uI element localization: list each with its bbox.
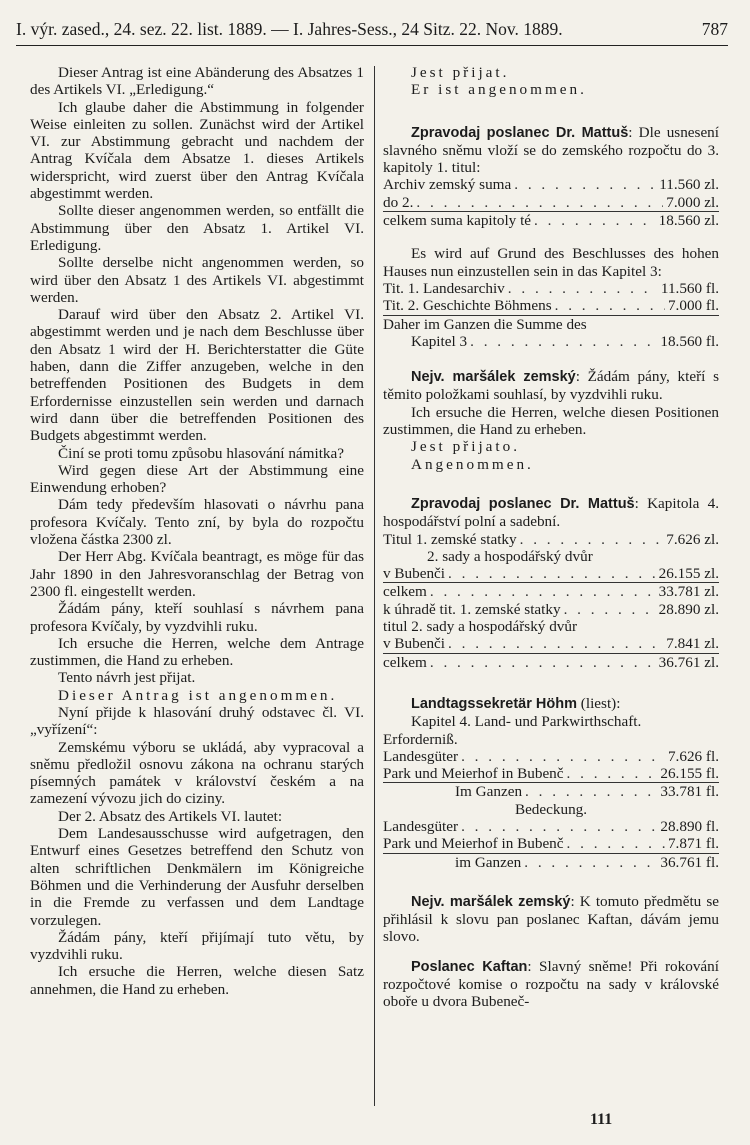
budget-line (383, 212, 719, 229)
leader-dots (524, 854, 657, 871)
paragraph: Žádám pány, kteří souhlasí s návrhem pana profesora Kvíčaly, by vyzdvihli ruku. (30, 600, 364, 635)
budget-value: 36.761 zl. (658, 653, 719, 671)
spacer (383, 946, 719, 958)
speaker-name: Poslanec Kaftan (411, 958, 528, 975)
budget-value: 26.155 zl. (658, 565, 719, 583)
paragraph: Ich ersuche die Herren, welche diesen Satz annehmen, die Hand zu erheben. (30, 963, 364, 998)
leader-dots (564, 601, 656, 618)
speaker-name: Landtagssekretär Höhm (411, 695, 577, 712)
budget-value: 36.761 fl. (660, 853, 719, 871)
budget-value: 7.871 fl. (667, 835, 719, 853)
paragraph: Dieser Antrag ist angenommen. (58, 686, 338, 704)
budget-label: v Bubenči (383, 635, 446, 653)
budget-line (383, 854, 719, 871)
budget-value: 33.781 zl. (658, 583, 719, 601)
paragraph: Dem Landesausschusse wird aufgetragen, den Entwurf eines Gesetzes betreffend den Schutz von alten schriftlichen Denkmälern im Königreiche Böhmen und die Verhinderung der Ausfuhr derselben in die Fremde zu verfassen und dem Landtage vorzulegen. (30, 825, 364, 929)
budget-label: k úhradě tit. 1. zemské statky (383, 600, 561, 618)
leader-dots (534, 212, 656, 229)
budget-label: Titul 1. zemské statky (383, 530, 517, 548)
leader-dots (567, 765, 658, 782)
budget-label: titul 2. sady a hospodářský dvůr (383, 618, 578, 636)
budget-line (383, 280, 719, 297)
paragraph: Žádám pány, kteří přijímají tuto větu, by vyzdvihli ruku. (30, 928, 364, 964)
speech-text: : Slavný sněme! Při rokování rozpočtové komise o rozpočtu na sady v královské oboře u dvora Bubeneč- (383, 957, 719, 1011)
spacer (383, 473, 719, 495)
paragraph: Ich glaube daher die Abstimmung in folgender Weise einleiten zu sollen. Zunächst wird der Artikel VI. zur Abstimmung gebracht und nachdem der Antrag Kvíčala dem Absatze 1. dieses Artikels widerspricht, wird zuerst über den Antrag Kvíčala abgestimmt werden. (30, 98, 364, 203)
budget-value: 11.560 fl. (660, 279, 719, 297)
leader-dots (520, 531, 664, 548)
budget-label: v Bubenči (383, 565, 446, 583)
budget-label: Archiv zemský suma (383, 176, 512, 194)
budget-label: Kapitel 3 (411, 332, 468, 350)
accepted-note: Jest přijat. (411, 64, 510, 81)
budget-label: do 2. (383, 193, 414, 211)
paragraph: Darauf wird über den Absatz 2. Artikel VI. abgestimmt werden und je nach dem Beschlusse über den Absatz 1 wird der H. Berichterstatter die Güte haben, dann die Ziffer anzugeben, welche in den betreffenden Positionen des Budgets in dem Erfordernisse einzustellen sein werden und darnach wird dann über die betreffenden Positionen des Budgets abgestimmt werden. (30, 306, 364, 445)
spacer (383, 350, 719, 368)
spacer (383, 229, 719, 245)
paragraph (383, 695, 719, 713)
accepted-note: Er ist angenommen. (411, 81, 587, 99)
leader-dots (508, 280, 658, 297)
chapter-title: Kapitel 4. Land- und Parkwirthschaft. (411, 713, 642, 731)
budget-value: 18.560 zl. (658, 212, 719, 230)
budget-value: 26.155 fl. (660, 765, 719, 783)
budget-value: 11.560 zl. (659, 176, 719, 194)
header-rule (16, 45, 728, 46)
right-column (383, 64, 719, 1011)
paragraph: Sollte dieser angenommen werden, so entfällt die Abstimmung über den Absatz 1. Artikel VI. Erledigung. (30, 202, 364, 254)
budget-line (383, 583, 719, 600)
page-number: 787 (701, 19, 728, 39)
budget-line (383, 835, 719, 853)
paragraph (383, 958, 719, 1011)
accepted-note: Jest přijato. (411, 438, 521, 456)
paragraph: Sollte derselbe nicht angenommen werden, so wird über den Absatz 1 des Artikels VI. abgestimmt werden. (30, 254, 364, 306)
accepted-note: Angenommen. (411, 455, 534, 473)
left-column (30, 64, 364, 998)
speaker-name: Nejv. maršálek zemský (411, 893, 571, 910)
budget-label: Daher im Ganzen die Summe des (383, 315, 587, 333)
speech-text: : K tomuto předmětu se přihlásil k slovu pan poslanec Kaftan, dávám jemu slovo. (383, 892, 719, 946)
budget-label: Tit. 1. Landesarchiv (383, 279, 505, 297)
speech-text: (liest): (580, 694, 621, 712)
paragraph: Ich ersuche die Herren, welche diesen Positionen zustimmen, die Hand zu erheben. (383, 403, 719, 439)
leader-dots (514, 176, 656, 193)
section-label: Bedeckung. (514, 800, 588, 818)
budget-line (383, 654, 719, 671)
budget-label: celkem (383, 653, 427, 671)
paragraph (383, 495, 719, 531)
budget-label: celkem (383, 583, 427, 601)
paragraph: Tento návrh jest přijat. (58, 669, 196, 687)
paragraph: Ich ersuche die Herren, welche dem Antrage zustimmen, die Hand zu erheben. (30, 634, 364, 670)
budget-label: Landesgüter (383, 817, 459, 835)
budget-line (383, 297, 719, 315)
leader-dots (567, 835, 665, 852)
speaker-name: Zpravodaj poslanec Dr. Mattuš (411, 124, 629, 141)
budget-line (383, 548, 719, 565)
page-header (16, 16, 728, 42)
budget-label: Tit. 2. Geschichte Böhmens (383, 297, 552, 315)
section-label: Erforderniß. (383, 730, 458, 748)
leader-dots (430, 583, 656, 600)
budget-line (383, 531, 719, 548)
budget-line (383, 635, 719, 653)
budget-value: 7.000 fl. (667, 297, 719, 315)
budget-line (383, 748, 719, 765)
leader-dots (416, 194, 663, 211)
paragraph: Der 2. Absatz des Artikels VI. lautet: (58, 807, 283, 825)
spacer (383, 671, 719, 695)
budget-value: 33.781 fl. (660, 783, 719, 801)
leader-dots (461, 748, 665, 765)
session-header: I. výr. zased., 24. sez. 22. list. 1889. — I. Jahres-Sess., 24 Sitz. 22. Nov. 1889. (16, 19, 563, 39)
budget-value: 7.841 zl. (666, 635, 719, 653)
budget-line (383, 818, 719, 835)
spacer (383, 871, 719, 893)
leader-dots (430, 654, 656, 671)
leader-dots (448, 565, 656, 582)
column-divider (374, 66, 375, 1106)
leader-dots (555, 297, 665, 314)
budget-label: Im Ganzen (455, 783, 523, 801)
budget-value: 7.626 zl. (666, 530, 719, 548)
budget-label: celkem suma kapitoly té (383, 212, 532, 230)
paragraph: Zemskému výboru se ukládá, aby vypracoval a sněmu předložil osnovu zákona na ochranu starých písemných památek v království českém a na zamezení vývozu jich do ciziny. (30, 738, 364, 808)
leader-dots (525, 783, 657, 800)
budget-value: 28.890 fl. (660, 817, 719, 835)
budget-value: 28.890 zl. (658, 600, 719, 618)
speech-text: : Kapitola 4. hospodářství polní a sadební. (383, 494, 719, 531)
budget-label: im Ganzen (455, 853, 522, 871)
budget-line (383, 765, 719, 783)
budget-label: Park und Meierhof in Bubenč (383, 835, 564, 853)
speaker-name: Nejv. maršálek zemský (411, 369, 576, 386)
budget-value: 18.560 fl. (660, 332, 719, 350)
speech-text: : Dle usnesení slavného sněmu vloží se do zemského rozpočtu do 3. kapitoly 1. titul: (383, 123, 719, 177)
budget-value: 7.626 fl. (667, 747, 719, 765)
budget-line (383, 176, 719, 193)
leader-dots (470, 333, 657, 350)
paragraph: Wird gegen diese Art der Abstimmung eine Einwendung erhoben? (30, 461, 364, 497)
budget-line (383, 194, 719, 212)
leader-dots (461, 818, 657, 835)
paragraph: Der Herr Abg. Kvíčala beantragt, es möge für das Jahr 1890 in den Jahresvoranschlag der Betrag von 2300 fl. eingestellt werden. (30, 548, 364, 600)
budget-label: Park und Meierhof in Bubenč (383, 765, 564, 783)
speech-text: : Žádám pány, kteří s těmito položkami souhlasí, by vyzdvihli ruku. (383, 368, 719, 404)
sheet-number: 111 (590, 1111, 613, 1128)
paragraph: Dieser Antrag ist eine Abänderung des Absatzes 1 des Artikels VI. „Erledigung.“ (30, 64, 364, 99)
budget-line (383, 333, 719, 350)
spacer (383, 99, 719, 124)
paragraph (383, 124, 719, 177)
budget-line (383, 783, 719, 800)
paragraph (383, 368, 719, 404)
budget-label: 2. sady a hospodářský dvůr (427, 547, 593, 565)
speaker-name: Zpravodaj poslanec Dr. Mattuš (411, 495, 635, 512)
budget-line (383, 618, 719, 635)
budget-label: Landesgüter (383, 747, 459, 765)
budget-line (383, 601, 719, 618)
budget-value: 7.000 zl. (666, 193, 719, 211)
budget-line (383, 316, 719, 333)
paragraph: Činí se proti tomu způsobu hlasování námitka? (58, 444, 344, 462)
leader-dots (448, 635, 663, 652)
paragraph: Dám tedy především hlasovati o návrhu pana profesora Kvíčaly. Tento zní, by byla do rozpočtu vložena částka 2300 zl. (30, 496, 364, 549)
paragraph (383, 893, 719, 946)
paragraph: Nyní přijde k hlasování druhý odstavec čl. VI. „vyřízení“: (30, 703, 364, 739)
budget-line (383, 565, 719, 583)
paragraph: Es wird auf Grund des Beschlusses des hohen Hauses nun einzustellen sein in das Kapitel 3: (383, 245, 719, 280)
